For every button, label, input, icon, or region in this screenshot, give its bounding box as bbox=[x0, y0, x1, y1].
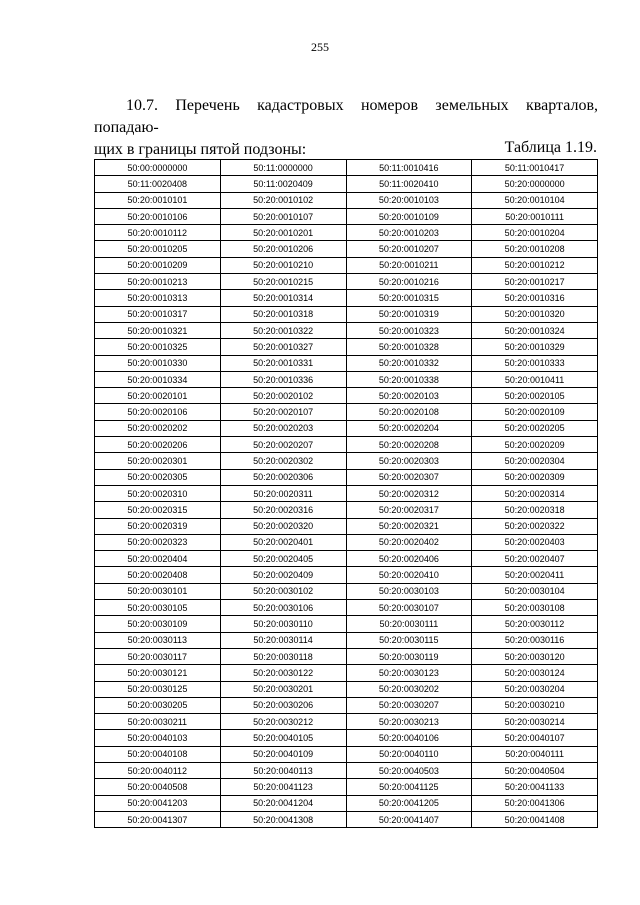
table-cell: 50:20:0041408 bbox=[472, 811, 598, 827]
table-cell: 50:11:0000000 bbox=[220, 160, 346, 176]
table-cell: 50:20:0020408 bbox=[95, 567, 221, 583]
table-cell: 50:20:0020207 bbox=[220, 437, 346, 453]
table-cell: 50:20:0040103 bbox=[95, 730, 221, 746]
table-cell: 50:20:0041133 bbox=[472, 779, 598, 795]
table-cell: 50:20:0020209 bbox=[472, 437, 598, 453]
table-cell: 50:20:0030108 bbox=[472, 600, 598, 616]
table-row bbox=[95, 697, 598, 713]
table-cell: 50:20:0020108 bbox=[346, 404, 472, 420]
table-row bbox=[95, 632, 598, 648]
table-cell: 50:20:0010210 bbox=[220, 257, 346, 273]
table-row bbox=[95, 600, 598, 616]
table-cell: 50:11:0020409 bbox=[220, 176, 346, 192]
table-cell: 50:20:0010207 bbox=[346, 241, 472, 257]
table-cell: 50:20:0010328 bbox=[346, 339, 472, 355]
table-cell: 50:20:0020106 bbox=[95, 404, 221, 420]
section-heading-line-2: щих в границы пятой подзоны: bbox=[94, 141, 307, 158]
table-cell: 50:20:0040503 bbox=[346, 762, 472, 778]
table-cell: 50:20:0041205 bbox=[346, 795, 472, 811]
table-cell: 50:20:0020208 bbox=[346, 437, 472, 453]
table-cell: 50:20:0041308 bbox=[220, 811, 346, 827]
table-cell: 50:20:0030102 bbox=[220, 583, 346, 599]
table-row bbox=[95, 322, 598, 338]
table-cell: 50:20:0030120 bbox=[472, 648, 598, 664]
table-cell: 50:20:0030211 bbox=[95, 714, 221, 730]
table-cell: 50:20:0020405 bbox=[220, 551, 346, 567]
table-cell: 50:20:0020411 bbox=[472, 567, 598, 583]
table-cell: 50:20:0020203 bbox=[220, 420, 346, 436]
table-cell: 50:20:0010338 bbox=[346, 371, 472, 387]
table-row bbox=[95, 388, 598, 404]
table-cell: 50:20:0020321 bbox=[346, 518, 472, 534]
table-cell: 50:20:0010324 bbox=[472, 322, 598, 338]
page-number: 255 bbox=[311, 40, 329, 54]
table-cell: 50:20:0030106 bbox=[220, 600, 346, 616]
table-row bbox=[95, 811, 598, 827]
table-cell: 50:20:0010331 bbox=[220, 355, 346, 371]
table-cell: 50:20:0041306 bbox=[472, 795, 598, 811]
section-heading-line-1: 10.7. Перечень кадастровых номеров земельных кварталов, попадаю- bbox=[94, 97, 598, 136]
table-cell: 50:20:0010209 bbox=[95, 257, 221, 273]
table-cell: 50:20:0030115 bbox=[346, 632, 472, 648]
table-cell: 50:20:0040112 bbox=[95, 762, 221, 778]
table-cell: 50:20:0030212 bbox=[220, 714, 346, 730]
table-cell: 50:20:0010330 bbox=[95, 355, 221, 371]
table-cell: 50:20:0020107 bbox=[220, 404, 346, 420]
table-cell: 50:20:0020312 bbox=[346, 485, 472, 501]
table-cell: 50:20:0030204 bbox=[472, 681, 598, 697]
table-cell: 50:20:0030124 bbox=[472, 665, 598, 681]
table-cell: 50:20:0030205 bbox=[95, 697, 221, 713]
table-cell: 50:20:0030207 bbox=[346, 697, 472, 713]
table-cell: 50:20:0020310 bbox=[95, 485, 221, 501]
table-cell: 50:20:0030113 bbox=[95, 632, 221, 648]
table-row bbox=[95, 681, 598, 697]
table-row bbox=[95, 176, 598, 192]
table-cell: 50:20:0010109 bbox=[346, 208, 472, 224]
table-cell: 50:20:0020309 bbox=[472, 469, 598, 485]
table-cell: 50:20:0030202 bbox=[346, 681, 472, 697]
table-cell: 50:20:0010103 bbox=[346, 192, 472, 208]
table-cell: 50:20:0020402 bbox=[346, 534, 472, 550]
table-cell: 50:20:0030114 bbox=[220, 632, 346, 648]
table-row bbox=[95, 208, 598, 224]
table-cell: 50:20:0030214 bbox=[472, 714, 598, 730]
table-cell: 50:20:0040106 bbox=[346, 730, 472, 746]
table-cell: 50:20:0040109 bbox=[220, 746, 346, 762]
table-cell: 50:11:0020408 bbox=[95, 176, 221, 192]
table-cell: 50:20:0020323 bbox=[95, 534, 221, 550]
table-cell: 50:20:0030111 bbox=[346, 616, 472, 632]
table-cell: 50:20:0020322 bbox=[472, 518, 598, 534]
table-cell: 50:20:0030125 bbox=[95, 681, 221, 697]
table-cell: 50:20:0030110 bbox=[220, 616, 346, 632]
table-cell: 50:20:0020304 bbox=[472, 453, 598, 469]
table-cell: 50:20:0010329 bbox=[472, 339, 598, 355]
table-cell: 50:20:0020305 bbox=[95, 469, 221, 485]
table-cell: 50:20:0010333 bbox=[472, 355, 598, 371]
table-cell: 50:20:0020109 bbox=[472, 404, 598, 420]
table-cell: 50:11:0010417 bbox=[472, 160, 598, 176]
table-cell: 50:20:0010104 bbox=[472, 192, 598, 208]
table-row bbox=[95, 762, 598, 778]
table-cell: 50:20:0010213 bbox=[95, 274, 221, 290]
table-cell: 50:20:0010208 bbox=[472, 241, 598, 257]
table-row bbox=[95, 779, 598, 795]
table-cell: 50:20:0030119 bbox=[346, 648, 472, 664]
table-cell: 50:20:0020101 bbox=[95, 388, 221, 404]
table-cell: 50:20:0030103 bbox=[346, 583, 472, 599]
table-row bbox=[95, 371, 598, 387]
table-cell: 50:20:0020102 bbox=[220, 388, 346, 404]
table-cell: 50:20:0010334 bbox=[95, 371, 221, 387]
table-cell: 50:20:0041125 bbox=[346, 779, 472, 795]
table-cell: 50:20:0020401 bbox=[220, 534, 346, 550]
table-cell: 50:20:0020319 bbox=[95, 518, 221, 534]
table-cell: 50:20:0020403 bbox=[472, 534, 598, 550]
table-cell: 50:20:0030210 bbox=[472, 697, 598, 713]
cadastral-numbers-table bbox=[94, 159, 598, 828]
table-cell: 50:20:0010411 bbox=[472, 371, 598, 387]
table-row bbox=[95, 665, 598, 681]
table-cell: 50:20:0041407 bbox=[346, 811, 472, 827]
table-cell: 50:20:0010212 bbox=[472, 257, 598, 273]
table-cell: 50:20:0020406 bbox=[346, 551, 472, 567]
table-cell: 50:20:0020306 bbox=[220, 469, 346, 485]
table-row bbox=[95, 355, 598, 371]
table-cell: 50:20:0020303 bbox=[346, 453, 472, 469]
table-row bbox=[95, 714, 598, 730]
table-cell: 50:20:0010318 bbox=[220, 306, 346, 322]
table-cell: 50:20:0020307 bbox=[346, 469, 472, 485]
table-row bbox=[95, 616, 598, 632]
table-cell: 50:20:0020409 bbox=[220, 567, 346, 583]
table-row bbox=[95, 160, 598, 176]
table-row bbox=[95, 453, 598, 469]
table-cell: 50:20:0020202 bbox=[95, 420, 221, 436]
table-row bbox=[95, 437, 598, 453]
table-cell: 50:20:0010107 bbox=[220, 208, 346, 224]
table-cell: 50:20:0020103 bbox=[346, 388, 472, 404]
table-cell: 50:20:0020302 bbox=[220, 453, 346, 469]
table-cell: 50:20:0041203 bbox=[95, 795, 221, 811]
table-row bbox=[95, 746, 598, 762]
table-cell: 50:20:0000000 bbox=[472, 176, 598, 192]
table-row bbox=[95, 551, 598, 567]
table-cell: 50:20:0020318 bbox=[472, 502, 598, 518]
table-cell: 50:20:0030109 bbox=[95, 616, 221, 632]
table-cell: 50:20:0041307 bbox=[95, 811, 221, 827]
table-cell: 50:20:0030104 bbox=[472, 583, 598, 599]
table-cell: 50:20:0030105 bbox=[95, 600, 221, 616]
table-row bbox=[95, 404, 598, 420]
table-row bbox=[95, 241, 598, 257]
table-cell: 50:20:0041123 bbox=[220, 779, 346, 795]
table-cell: 50:20:0040111 bbox=[472, 746, 598, 762]
table-cell: 50:20:0010216 bbox=[346, 274, 472, 290]
table-cell: 50:20:0020407 bbox=[472, 551, 598, 567]
table-cell: 50:20:0030123 bbox=[346, 665, 472, 681]
table-row bbox=[95, 257, 598, 273]
table-cell: 50:20:0020315 bbox=[95, 502, 221, 518]
table-cell: 50:20:0040504 bbox=[472, 762, 598, 778]
table-cell: 50:20:0020311 bbox=[220, 485, 346, 501]
table-row bbox=[95, 648, 598, 664]
table-row bbox=[95, 583, 598, 599]
table-cell: 50:20:0010215 bbox=[220, 274, 346, 290]
table-cell: 50:20:0010316 bbox=[472, 290, 598, 306]
table-cell: 50:20:0010317 bbox=[95, 306, 221, 322]
table-cell: 50:20:0020206 bbox=[95, 437, 221, 453]
table-cell: 50:20:0030121 bbox=[95, 665, 221, 681]
table-cell: 50:20:0040108 bbox=[95, 746, 221, 762]
table-cell: 50:20:0040110 bbox=[346, 746, 472, 762]
table-row bbox=[95, 518, 598, 534]
table-cell: 50:20:0010205 bbox=[95, 241, 221, 257]
table-cell: 50:20:0020410 bbox=[346, 567, 472, 583]
table-row bbox=[95, 225, 598, 241]
table-cell: 50:20:0020301 bbox=[95, 453, 221, 469]
table-row bbox=[95, 339, 598, 355]
table-cell: 50:20:0010206 bbox=[220, 241, 346, 257]
table-cell: 50:20:0041204 bbox=[220, 795, 346, 811]
table-cell: 50:20:0030116 bbox=[472, 632, 598, 648]
table-cell: 50:20:0030201 bbox=[220, 681, 346, 697]
table-cell: 50:20:0020317 bbox=[346, 502, 472, 518]
table-cell: 50:20:0030213 bbox=[346, 714, 472, 730]
table-cell: 50:20:0040107 bbox=[472, 730, 598, 746]
table-row bbox=[95, 795, 598, 811]
table-cell: 50:20:0010322 bbox=[220, 322, 346, 338]
table-cell: 50:20:0020314 bbox=[472, 485, 598, 501]
table-row bbox=[95, 192, 598, 208]
table-cell: 50:20:0040508 bbox=[95, 779, 221, 795]
table-cell: 50:20:0030118 bbox=[220, 648, 346, 664]
table-cell: 50:20:0010313 bbox=[95, 290, 221, 306]
table-cell: 50:20:0010315 bbox=[346, 290, 472, 306]
table-cell: 50:20:0010112 bbox=[95, 225, 221, 241]
table-cell: 50:20:0010336 bbox=[220, 371, 346, 387]
table-cell: 50:20:0010204 bbox=[472, 225, 598, 241]
table-cell: 50:20:0030206 bbox=[220, 697, 346, 713]
table-cell: 50:00:0000000 bbox=[95, 160, 221, 176]
table-caption: Таблица 1.19. bbox=[504, 139, 597, 156]
table-cell: 50:20:0020404 bbox=[95, 551, 221, 567]
table-cell: 50:20:0010102 bbox=[220, 192, 346, 208]
table-cell: 50:20:0010320 bbox=[472, 306, 598, 322]
table-cell: 50:20:0010332 bbox=[346, 355, 472, 371]
table-cell: 50:20:0030117 bbox=[95, 648, 221, 664]
table-row bbox=[95, 274, 598, 290]
table-cell: 50:20:0030107 bbox=[346, 600, 472, 616]
table-cell: 50:20:0010319 bbox=[346, 306, 472, 322]
table-body bbox=[95, 160, 598, 828]
table-cell: 50:20:0010321 bbox=[95, 322, 221, 338]
table-row bbox=[95, 730, 598, 746]
table-row bbox=[95, 290, 598, 306]
table-cell: 50:20:0020320 bbox=[220, 518, 346, 534]
table-row bbox=[95, 502, 598, 518]
table-cell: 50:20:0010201 bbox=[220, 225, 346, 241]
table-cell: 50:11:0010416 bbox=[346, 160, 472, 176]
table-cell: 50:20:0030101 bbox=[95, 583, 221, 599]
table-row bbox=[95, 534, 598, 550]
table-cell: 50:20:0010217 bbox=[472, 274, 598, 290]
table-cell: 50:20:0020204 bbox=[346, 420, 472, 436]
table-cell: 50:20:0010106 bbox=[95, 208, 221, 224]
table-cell: 50:20:0040105 bbox=[220, 730, 346, 746]
table-row bbox=[95, 485, 598, 501]
table-row bbox=[95, 469, 598, 485]
table-cell: 50:20:0020316 bbox=[220, 502, 346, 518]
table-cell: 50:11:0020410 bbox=[346, 176, 472, 192]
table-cell: 50:20:0020205 bbox=[472, 420, 598, 436]
table-row bbox=[95, 567, 598, 583]
table-cell: 50:20:0010327 bbox=[220, 339, 346, 355]
table-cell: 50:20:0010323 bbox=[346, 322, 472, 338]
table-cell: 50:20:0030122 bbox=[220, 665, 346, 681]
table-cell: 50:20:0020105 bbox=[472, 388, 598, 404]
table-cell: 50:20:0030112 bbox=[472, 616, 598, 632]
table-cell: 50:20:0010325 bbox=[95, 339, 221, 355]
table-cell: 50:20:0010101 bbox=[95, 192, 221, 208]
table-cell: 50:20:0040113 bbox=[220, 762, 346, 778]
table-row bbox=[95, 306, 598, 322]
table-cell: 50:20:0010203 bbox=[346, 225, 472, 241]
table-cell: 50:20:0010111 bbox=[472, 208, 598, 224]
table-row bbox=[95, 420, 598, 436]
table-cell: 50:20:0010211 bbox=[346, 257, 472, 273]
table-cell: 50:20:0010314 bbox=[220, 290, 346, 306]
